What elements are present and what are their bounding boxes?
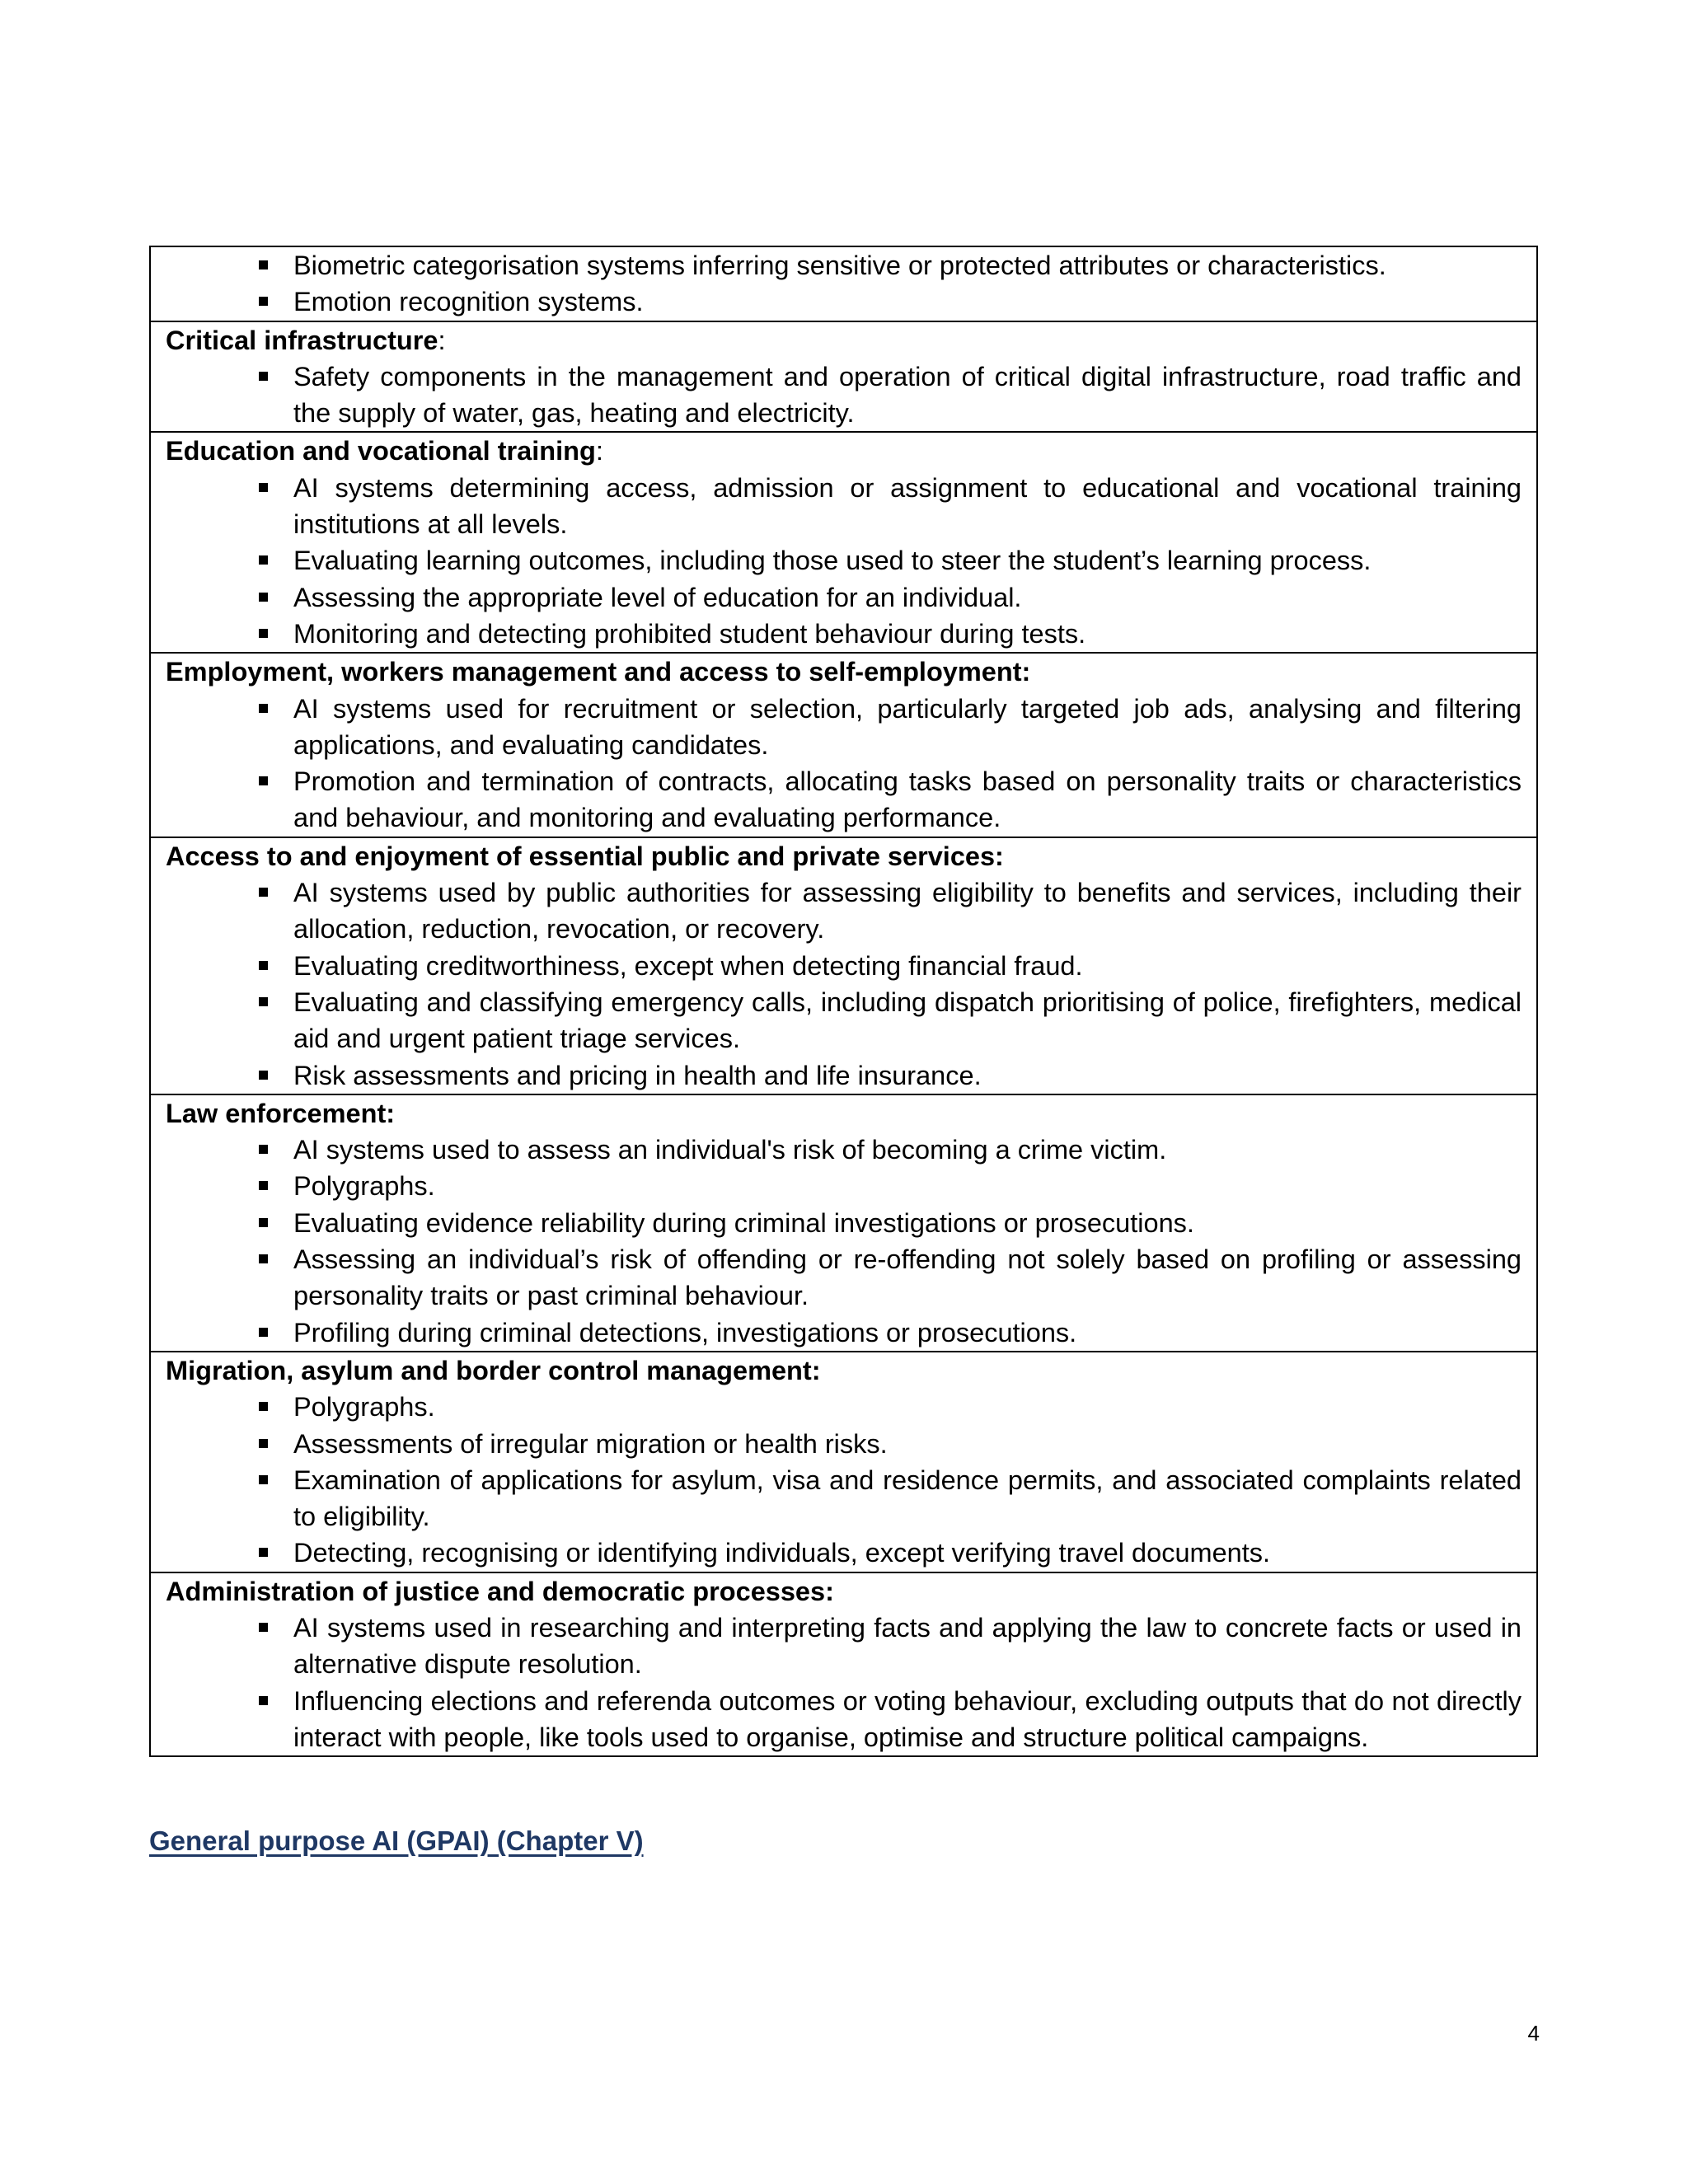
table-cell — [150, 837, 1537, 1094]
list-item — [166, 1426, 1522, 1462]
list-item-text: Promotion and termination of contracts, allocating tasks based on personality traits or characteristics and behaviour, and monitoring and evaluating performance. — [293, 766, 1522, 833]
square-bullet-icon — [259, 483, 268, 492]
square-bullet-icon — [259, 629, 268, 638]
list-item — [166, 1683, 1522, 1756]
square-bullet-icon — [259, 1696, 268, 1705]
table-cell — [150, 321, 1537, 433]
category-title: Education and vocational training — [166, 436, 596, 466]
square-bullet-icon — [259, 961, 268, 970]
category-item-list — [166, 359, 1522, 432]
table-body — [150, 246, 1537, 1756]
list-item — [166, 470, 1522, 543]
square-bullet-icon — [259, 555, 268, 565]
square-bullet-icon — [259, 1145, 268, 1154]
list-item-text: Polygraphs. — [293, 1392, 435, 1422]
square-bullet-icon — [259, 1254, 268, 1263]
list-item-text: Evaluating evidence reliability during criminal investigations or prosecutions. — [293, 1207, 1194, 1238]
category-heading — [166, 322, 1522, 359]
category-title: Access to and enjoyment of essential public and private services: — [166, 841, 1004, 871]
square-bullet-icon — [259, 1623, 268, 1632]
table-cell — [150, 246, 1537, 321]
list-item — [166, 1241, 1522, 1315]
page-number: 4 — [1527, 2021, 1540, 2046]
square-bullet-icon — [259, 297, 268, 306]
category-title: Migration, asylum and border control management: — [166, 1355, 821, 1385]
category-heading — [166, 1095, 1522, 1132]
table-row — [150, 246, 1537, 321]
list-item-text: AI systems used to assess an individual's risk of becoming a crime victim. — [293, 1135, 1167, 1165]
square-bullet-icon — [259, 372, 268, 381]
table-row — [150, 1094, 1537, 1352]
list-item — [166, 1535, 1522, 1571]
category-title: Critical infrastructure — [166, 325, 438, 355]
list-item-text: Monitoring and detecting prohibited student behaviour during tests. — [293, 618, 1086, 649]
list-item — [166, 1168, 1522, 1204]
list-item — [166, 284, 1522, 320]
list-item-text: Safety components in the management and operation of critical digital infrastructure, road traffic and the supply of water, gas, heating and electricity. — [293, 361, 1522, 429]
list-item — [166, 542, 1522, 579]
table-row — [150, 321, 1537, 433]
square-bullet-icon — [259, 704, 268, 713]
list-item — [166, 874, 1522, 948]
list-item-text: Influencing elections and referenda outcomes or voting behaviour, excluding outputs that do not directly interact with people, like tools used to organise, optimise and structure political campaigns. — [293, 1685, 1522, 1752]
category-title-colon: : — [595, 436, 603, 466]
square-bullet-icon — [259, 997, 268, 1006]
list-item — [166, 763, 1522, 837]
square-bullet-icon — [259, 1402, 268, 1411]
category-title: Administration of justice and democratic processes: — [166, 1576, 834, 1606]
square-bullet-icon — [259, 1439, 268, 1448]
list-item — [166, 616, 1522, 652]
list-item — [166, 1462, 1522, 1535]
gpai-chapter-link[interactable]: General purpose AI (GPAI) (Chapter V) — [149, 1825, 644, 1856]
list-item-text: Evaluating learning outcomes, including those used to steer the student’s learning process. — [293, 546, 1372, 576]
category-title: Employment, workers management and access to self-employment: — [166, 657, 1031, 687]
table-row — [150, 1352, 1537, 1572]
square-bullet-icon — [259, 260, 268, 269]
list-item-text: Evaluating creditworthiness, except when detecting financial fraud. — [293, 950, 1083, 981]
square-bullet-icon — [259, 1475, 268, 1484]
table-cell — [150, 1572, 1537, 1756]
list-item-text: Biometric categorisation systems inferring sensitive or protected attributes or characteristics. — [293, 251, 1386, 280]
category-item-list — [166, 470, 1522, 652]
list-item — [166, 359, 1522, 432]
list-item-text: AI systems used for recruitment or selection, particularly targeted job ads, analysing and filtering applications, and evaluating candidates. — [293, 693, 1522, 760]
table-cell — [150, 432, 1537, 653]
category-item-list — [166, 1610, 1522, 1755]
high-risk-categories-table — [149, 246, 1538, 1757]
table-cell — [150, 1352, 1537, 1572]
square-bullet-icon — [259, 888, 268, 897]
table-row — [150, 653, 1537, 837]
list-item-text: Assessments of irregular migration or health risks. — [293, 1428, 888, 1459]
table-cell — [150, 1094, 1537, 1352]
square-bullet-icon — [259, 593, 268, 602]
square-bullet-icon — [259, 776, 268, 785]
table-row — [150, 432, 1537, 653]
list-item — [166, 1057, 1522, 1094]
table-cell — [150, 653, 1537, 837]
list-item-text: AI systems used by public authorities for assessing eligibility to benefits and services, including their allocation, reduction, revocation, or recovery. — [293, 878, 1522, 944]
list-item-text: AI systems determining access, admission or assignment to educational and vocational training institutions at all levels. — [293, 472, 1522, 540]
category-title-colon: : — [438, 325, 446, 355]
list-item — [166, 1205, 1522, 1241]
list-item-text: AI systems used in researching and interpreting facts and applying the law to concrete facts or used in alternative dispute resolution. — [293, 1612, 1522, 1680]
category-item-list — [166, 1132, 1522, 1351]
list-item — [166, 948, 1522, 984]
category-heading — [166, 654, 1522, 690]
table-row — [150, 1572, 1537, 1756]
list-item-text: Profiling during criminal detections, investigations or prosecutions. — [293, 1317, 1077, 1347]
list-item — [166, 579, 1522, 616]
category-item-list — [166, 247, 1522, 321]
category-heading — [166, 1352, 1522, 1389]
square-bullet-icon — [259, 1071, 268, 1080]
category-item-list — [166, 691, 1522, 837]
square-bullet-icon — [259, 1548, 268, 1557]
table-row — [150, 837, 1537, 1094]
list-item-text: Assessing an individual’s risk of offending or re-offending not solely based on profiling or assessing personality traits or past criminal behaviour. — [293, 1244, 1522, 1311]
category-item-list — [166, 874, 1522, 1094]
list-item — [166, 247, 1522, 284]
list-item — [166, 1132, 1522, 1168]
square-bullet-icon — [259, 1218, 268, 1227]
square-bullet-icon — [259, 1328, 268, 1337]
list-item-text: Evaluating and classifying emergency calls, including dispatch prioritising of police, firefighters, medical aid and urgent patient triage services. — [293, 987, 1522, 1054]
list-item-text: Detecting, recognising or identifying individuals, except verifying travel documents. — [293, 1538, 1271, 1568]
list-item — [166, 1610, 1522, 1683]
list-item-text: Examination of applications for asylum, visa and residence permits, and associated complaints related to eligibility. — [293, 1465, 1522, 1532]
list-item — [166, 984, 1522, 1057]
list-item-text: Risk assessments and pricing in health and life insurance. — [293, 1060, 982, 1090]
list-item-text: Assessing the appropriate level of education for an individual. — [293, 582, 1022, 612]
category-heading — [166, 838, 1522, 874]
category-item-list — [166, 1389, 1522, 1571]
category-heading — [166, 1573, 1522, 1610]
list-item-text: Polygraphs. — [293, 1171, 435, 1202]
list-item — [166, 1389, 1522, 1425]
category-title: Law enforcement: — [166, 1098, 396, 1128]
square-bullet-icon — [259, 1181, 268, 1190]
list-item-text: Emotion recognition systems. — [293, 287, 644, 317]
list-item — [166, 691, 1522, 764]
list-item — [166, 1315, 1522, 1351]
category-heading — [166, 433, 1522, 469]
